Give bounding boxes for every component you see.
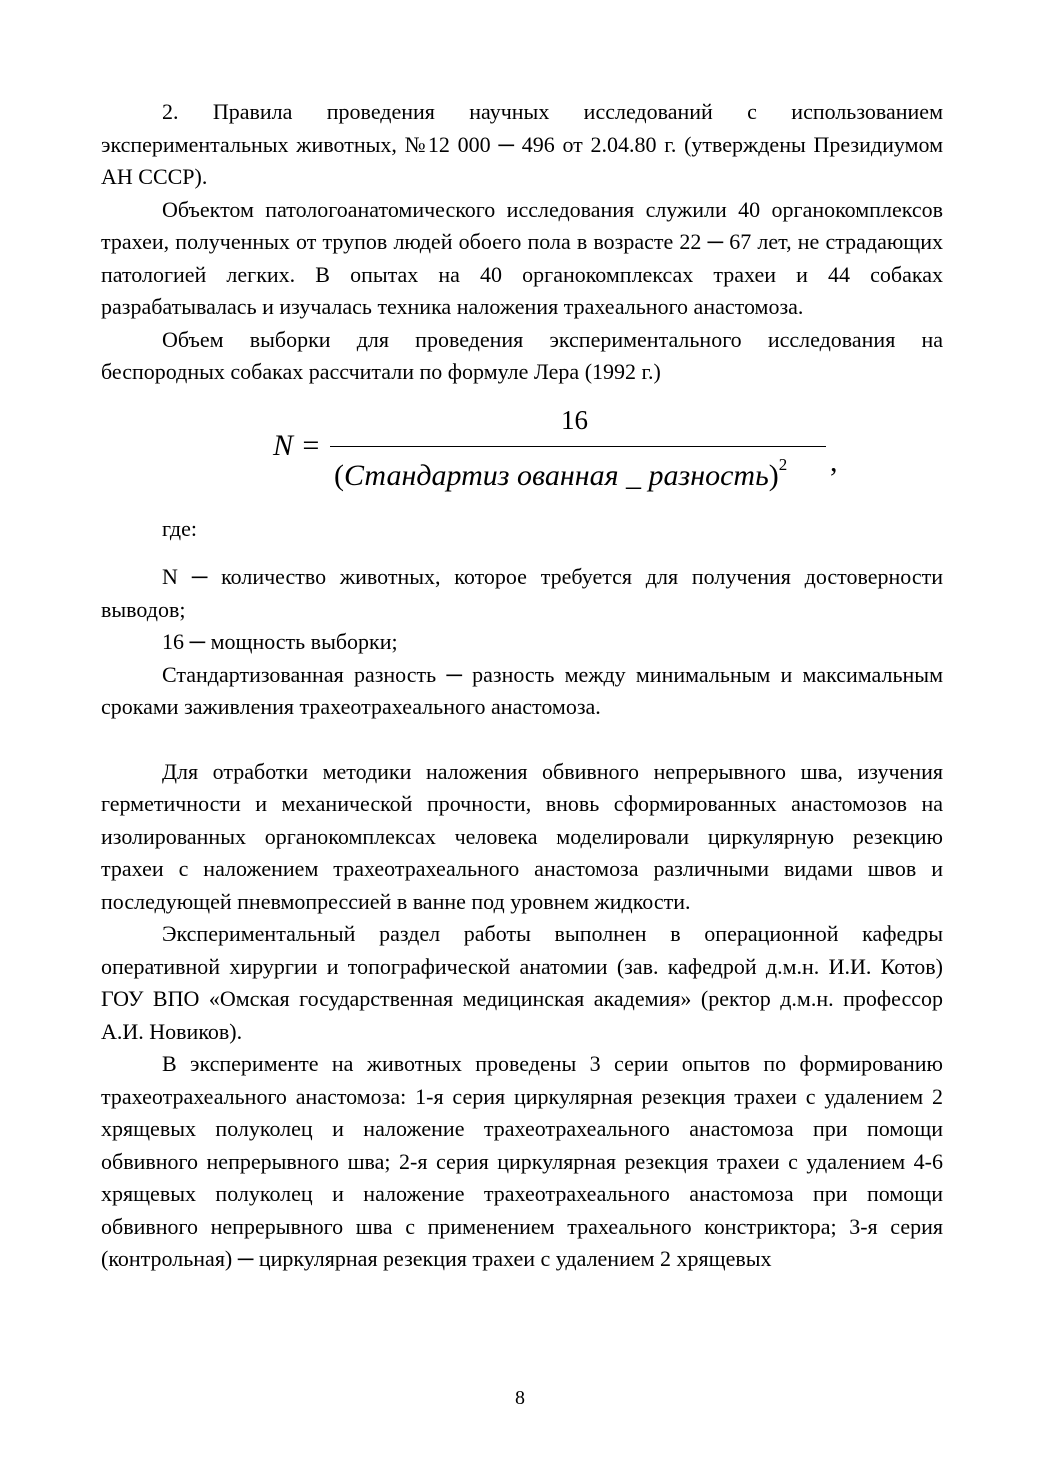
page-number: 8 xyxy=(515,1387,525,1409)
formula-denominator-text: Стандартиз ованная _ разность xyxy=(344,458,769,492)
formula-exponent: 2 xyxy=(778,454,788,474)
formula-denominator xyxy=(334,455,787,493)
where-label: где: xyxy=(162,515,197,541)
paragraph-research-object: Объектом патологоанатомического исследования служили 40 органокомплексов трахеи, полученных от трупов людей обоего пола в возрасте 22 ─ 67 лет, не страдающих патологией легких. В опытах на 40 органокомплексах трахеи и 44 собаках разрабатывалась и изучалась техника наложения трахеального анастомоза. xyxy=(101,196,943,319)
paragraph-method-development: Для отработки методики наложения обвивного непрерывного шва, изучения герметичности и механической прочности, вновь сформированных анастомозов на изолированных органокомплексах человека моделировали циркулярную резекцию трахеи с наложением трахеотрахеального анастомоза различными видами швов и последующей пневмопрессией в ванне под уровнем жидкости. xyxy=(101,758,943,914)
formula-paren-close: ) xyxy=(768,458,779,492)
formula-comma: , xyxy=(830,444,838,478)
paragraph-sample-size: Объем выборки для проведения экспериментального исследования на беспородных собаках рассчитали по формуле Лера (1992 г.) xyxy=(101,326,943,384)
definition-n: N ─ количество животных, которое требуется для получения достоверности выводов; xyxy=(101,564,943,622)
formula-lhs: N = xyxy=(273,428,321,462)
paragraph-experimental-site: Экспериментальный раздел работы выполнен в операционной кафедры оперативной хирургии и топографической анатомии (зав. кафедрой д.м.н. И.И. Котов) ГОУ ВПО «Омская государственная медицинская академия» (ректор д.м.н. профессор А.И. Новиков). xyxy=(101,921,943,1044)
lehr-formula xyxy=(101,404,943,513)
formula-fraction-bar xyxy=(330,446,826,447)
definition-16: 16 ─ мощность выборки; xyxy=(162,629,398,654)
formula-paren-open: ( xyxy=(334,458,344,492)
paragraph-experiment-series: В эксперименте на животных проведены 3 серии опытов по формированию трахеотрахеального анастомоза: 1-я серия циркулярная резекция трахеи с удалением 2 хрящевых полуколец и наложение трахеотрахеального анастомоза при помощи обвивного непрерывного шва; 2-я серия циркулярная резекция трахеи с удалением 4-6 хрящевых полуколец и наложение трахеотрахеального анастомоза при помощи обвивного непрерывного шва с применением трахеального констриктора; 3-я серия (контрольная) ─ циркулярная резекция трахеи с удалением 2 хрящевых xyxy=(101,1051,943,1271)
document-page xyxy=(101,96,943,1276)
definition-standardized-difference: Стандартизованная разность ─ разность между минимальным и максимальным сроками заживления трахеотрахеального анастомоза. xyxy=(101,661,943,719)
paragraph-rules-reference: 2. Правила проведения научных исследований с использованием экспериментальных животных, №12 000 ─ 496 от 2.04.80 г. (утверждены Президиумом АН СССР). xyxy=(101,99,943,189)
formula-numerator: 16 xyxy=(561,404,588,435)
